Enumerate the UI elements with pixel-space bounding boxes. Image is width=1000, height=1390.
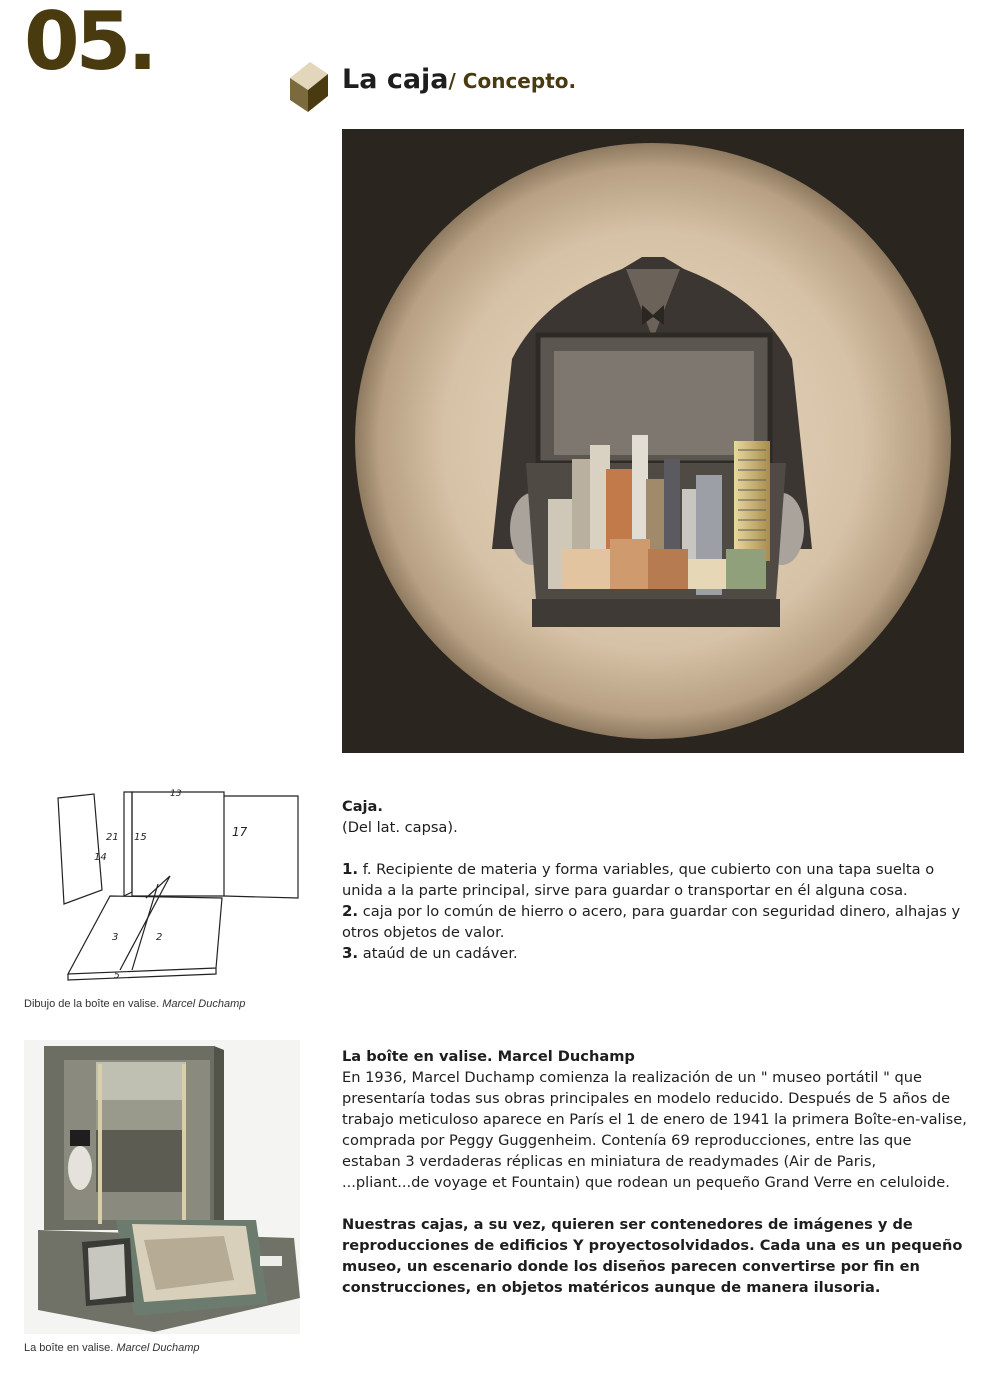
svg-text:2: 2 [156, 932, 163, 943]
definition-term: Caja. [342, 798, 383, 815]
main-collage-image [342, 129, 964, 753]
duchamp-sketch-image [50, 780, 312, 990]
definition-block [342, 796, 967, 964]
definition-item-number: 2. [342, 902, 359, 920]
boite-en-valise-photo [24, 1040, 300, 1334]
boite-statement: Nuestras cajas, a su vez, quieren ser contenedores de imágenes y de reproducciones de edificios Y proyectosolvidados. Cada una es un pequeño museo, un escenario donde los diseños parecen convertirse por fin en construcciones, en objetos matéricos aunque de manera ilusoria. [342, 1216, 963, 1296]
svg-text:21: 21 [106, 832, 119, 843]
boite-heading: La boîte en valise. Marcel Duchamp [342, 1048, 635, 1065]
svg-text:5: 5 [114, 971, 120, 981]
title-sub: / Concepto. [448, 69, 577, 93]
cube-icon [288, 58, 330, 114]
svg-text:3: 3 [112, 932, 119, 943]
boite-text-block [342, 1046, 967, 1298]
page-title [342, 64, 576, 96]
svg-text:15: 15 [134, 832, 147, 843]
sketch-caption [24, 998, 245, 1010]
svg-text:14: 14 [94, 852, 107, 863]
boite-caption-text: La boîte en valise. [24, 1342, 114, 1354]
sketch-caption-author: Marcel Duchamp [162, 998, 246, 1010]
svg-text:17: 17 [232, 825, 248, 839]
definition-item-text: ataúd de un cadáver. [362, 945, 518, 962]
definition-item-text: f. Recipiente de materia y forma variables, que cubierto con una tapa suelta o unida a la parte principal, sirve para guardar o transportar en él alguna cosa. [342, 861, 935, 899]
definition-item-number: 1. [342, 860, 359, 878]
definition-item-number: 3. [342, 944, 359, 962]
boite-body: En 1936, Marcel Duchamp comienza la realización de un " museo portátil " que presentaría todas sus obras principales en modelo reducido. Después de 5 años de trabajo meticuloso aparece en París el 1 de enero de 1941 la primera Boîte-en-valise, comprada por Peggy Guggenheim. Contenía 69 reproducciones, entre las que estaban 3 verdaderas réplicas en miniatura de readymades (Air de Paris, ...pliant...de voyage et Fountain) que rodean un pequeño Grand Verre en celuloide. [342, 1069, 967, 1191]
definition-item-3 [342, 943, 967, 964]
boite-caption [24, 1342, 200, 1354]
definition-item-2 [342, 901, 967, 943]
title-main: La caja [342, 64, 449, 95]
svg-text:13: 13 [170, 789, 182, 799]
definition-item-1 [342, 859, 967, 901]
definition-item-text: caja por lo común de hierro o acero, para guardar con seguridad dinero, alhajas y otros objetos de valor. [342, 903, 961, 941]
boite-caption-author: Marcel Duchamp [116, 1342, 200, 1354]
definition-etymology: (Del lat. capsa). [342, 819, 458, 836]
sketch-caption-text: Dibujo de la boîte en valise. [24, 998, 160, 1010]
section-number: 05. [24, 0, 154, 88]
